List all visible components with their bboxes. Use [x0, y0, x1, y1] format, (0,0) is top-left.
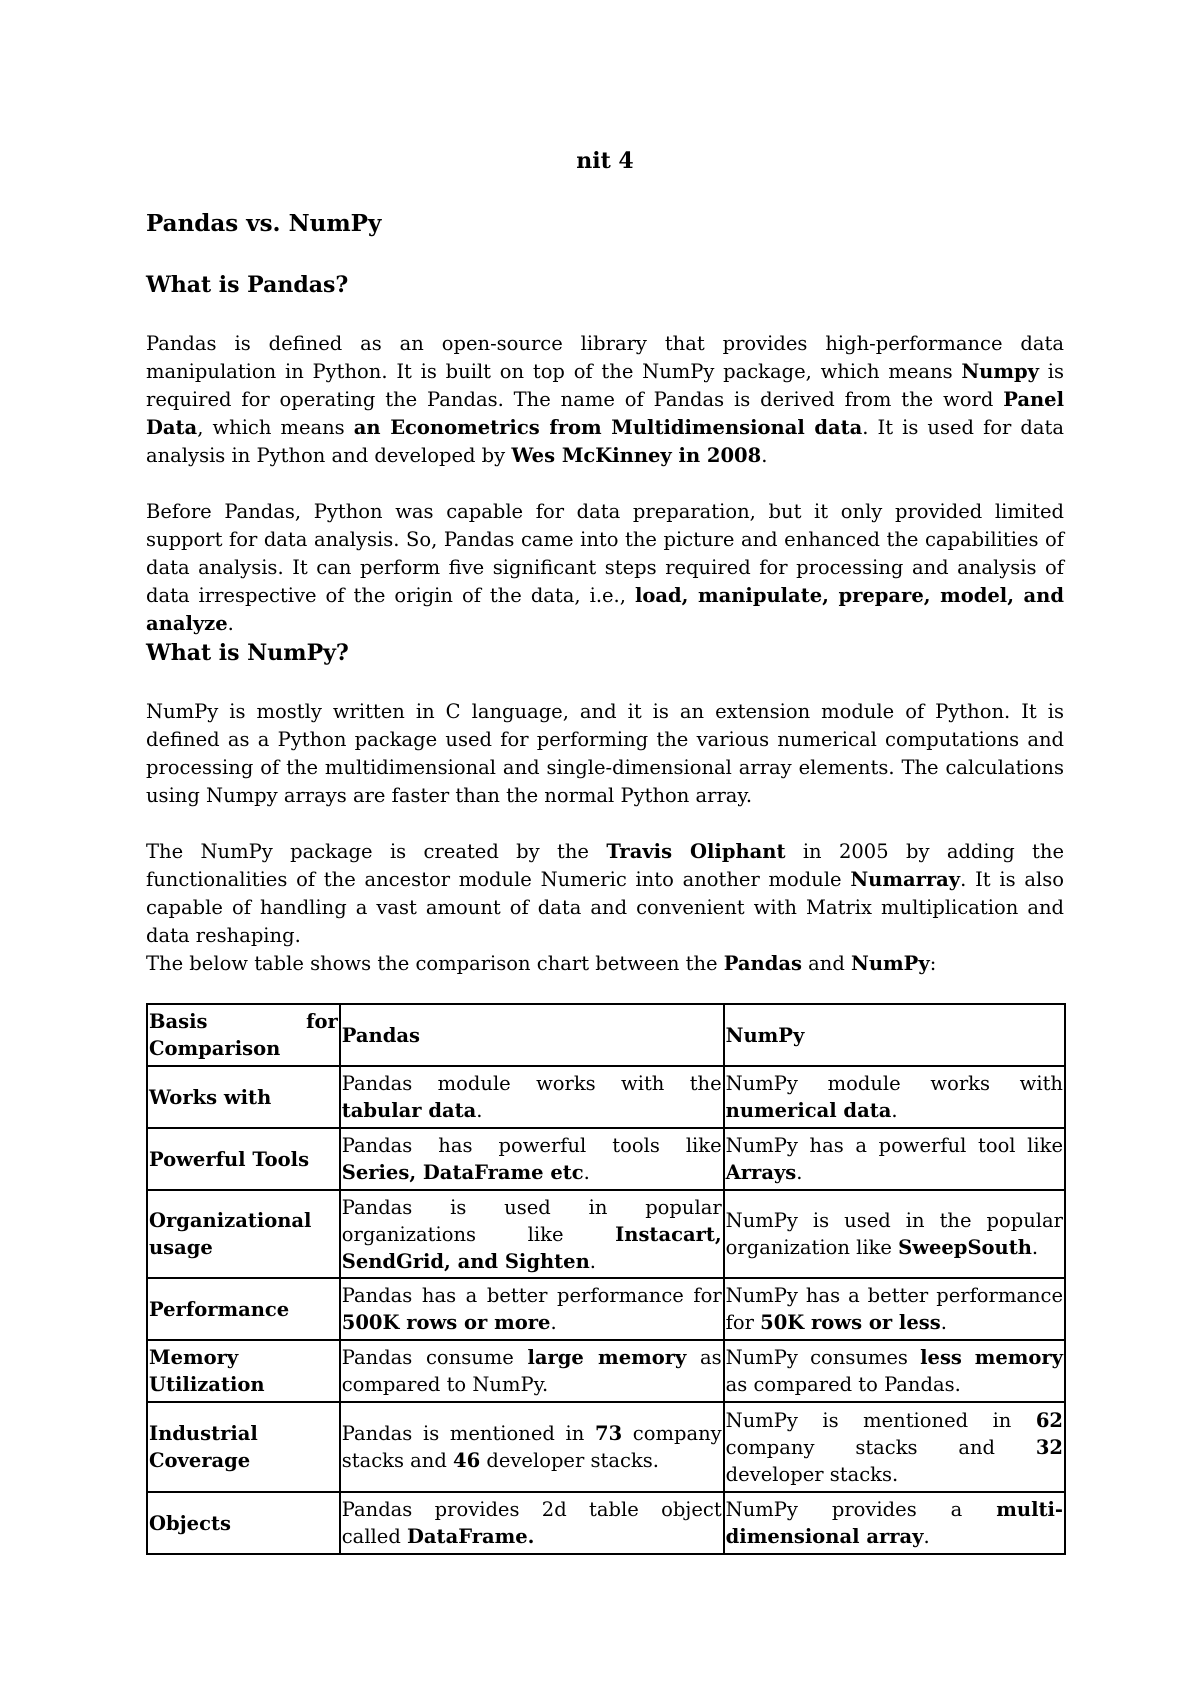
pandas-cell: Pandas has powerful tools like Series, DataFrame etc. [340, 1128, 724, 1190]
numpy-heading: What is NumPy? [146, 640, 349, 666]
table-row [147, 1492, 1065, 1554]
pandas-heading: What is Pandas? [146, 272, 349, 298]
document-title: Pandas vs. NumPy [146, 210, 382, 237]
numpy-cell: NumPy provides a multi-dimensional array. [724, 1492, 1065, 1554]
row-label: Organizational usage [147, 1190, 340, 1278]
row-label: Industrial Coverage [147, 1402, 340, 1492]
row-label: Memory Utilization [147, 1340, 340, 1402]
pandas-paragraph-2: Before Pandas, Python was capable for data preparation, but it only provided limited support for data analysis. So, Pandas came into the picture and enhanced the capabilities of data analysis. It can perform five significant steps required for processing and analysis of data irrespective of the origin of the data, i.e., load, manipulate, prepare, model, and analyze. [146, 500, 1064, 635]
table-header-row [147, 1004, 1065, 1066]
row-label: Performance [147, 1278, 340, 1340]
table-row [147, 1066, 1065, 1128]
numpy-cell: NumPy is mentioned in 62 company stacks and 32 developer stacks. [724, 1402, 1065, 1492]
header-pandas: Pandas [340, 1004, 724, 1066]
header-basis: Basis for Comparison [147, 1004, 340, 1066]
numpy-cell: NumPy has a powerful tool like Arrays. [724, 1128, 1065, 1190]
pandas-paragraph-1: Pandas is defined as an open-source library that provides high-performance data manipulation in Python. It is built on top of the NumPy package, which means Numpy is required for operating the Pandas. The name of Pandas is derived from the word Panel Data, which means an Econometrics from Multidimensional data. It is used for data analysis in Python and developed by Wes McKinney in 2008. [146, 332, 1064, 467]
row-label: Objects [147, 1492, 340, 1554]
pandas-cell: Pandas is used in popular organizations like Instacart, SendGrid, and Sighten. [340, 1190, 724, 1278]
numpy-cell: NumPy has a better performance for 50K rows or less. [724, 1278, 1065, 1340]
table-row [147, 1402, 1065, 1492]
numpy-cell: NumPy is used in the popular organization like SweepSouth. [724, 1190, 1065, 1278]
table-row [147, 1128, 1065, 1190]
numpy-paragraph-2: The NumPy package is created by the Travis Oliphant in 2005 by adding the functionalities of the ancestor module Numeric into another module Numarray. It is also capable of handling a vast amount of data and convenient with Matrix multiplication and data reshaping. [146, 840, 1065, 947]
pandas-cell: Pandas provides 2d table object called DataFrame. [340, 1492, 724, 1554]
header-numpy: NumPy [724, 1004, 1065, 1066]
numpy-paragraph-1: NumPy is mostly written in C language, and it is an extension module of Python. It is defined as a Python package used for performing the various numerical computations and processing of the multidimensional and single-dimensional array elements. The calculations using Numpy arrays are faster than the normal Python array. [146, 700, 1064, 807]
pandas-cell: Pandas has a better performance for 500K rows or more. [340, 1278, 724, 1340]
numpy-cell: NumPy module works with numerical data. [724, 1066, 1065, 1128]
table-row [147, 1278, 1065, 1340]
table-row [147, 1340, 1065, 1402]
comparison-table [146, 1003, 1066, 1555]
table-row [147, 1190, 1065, 1278]
pandas-cell: Pandas is mentioned in 73 company stacks and 46 developer stacks. [340, 1402, 724, 1492]
pandas-cell: Pandas module works with the tabular data. [340, 1066, 724, 1128]
row-label: Powerful Tools [147, 1128, 340, 1190]
row-label: Works with [147, 1066, 340, 1128]
table-intro-paragraph: The below table shows the comparison chart between the Pandas and NumPy: [146, 952, 937, 975]
pandas-cell: Pandas consume large memory as compared to NumPy. [340, 1340, 724, 1402]
numpy-cell: NumPy consumes less memory as compared to Pandas. [724, 1340, 1065, 1402]
unit-title: nit 4 [576, 148, 634, 174]
